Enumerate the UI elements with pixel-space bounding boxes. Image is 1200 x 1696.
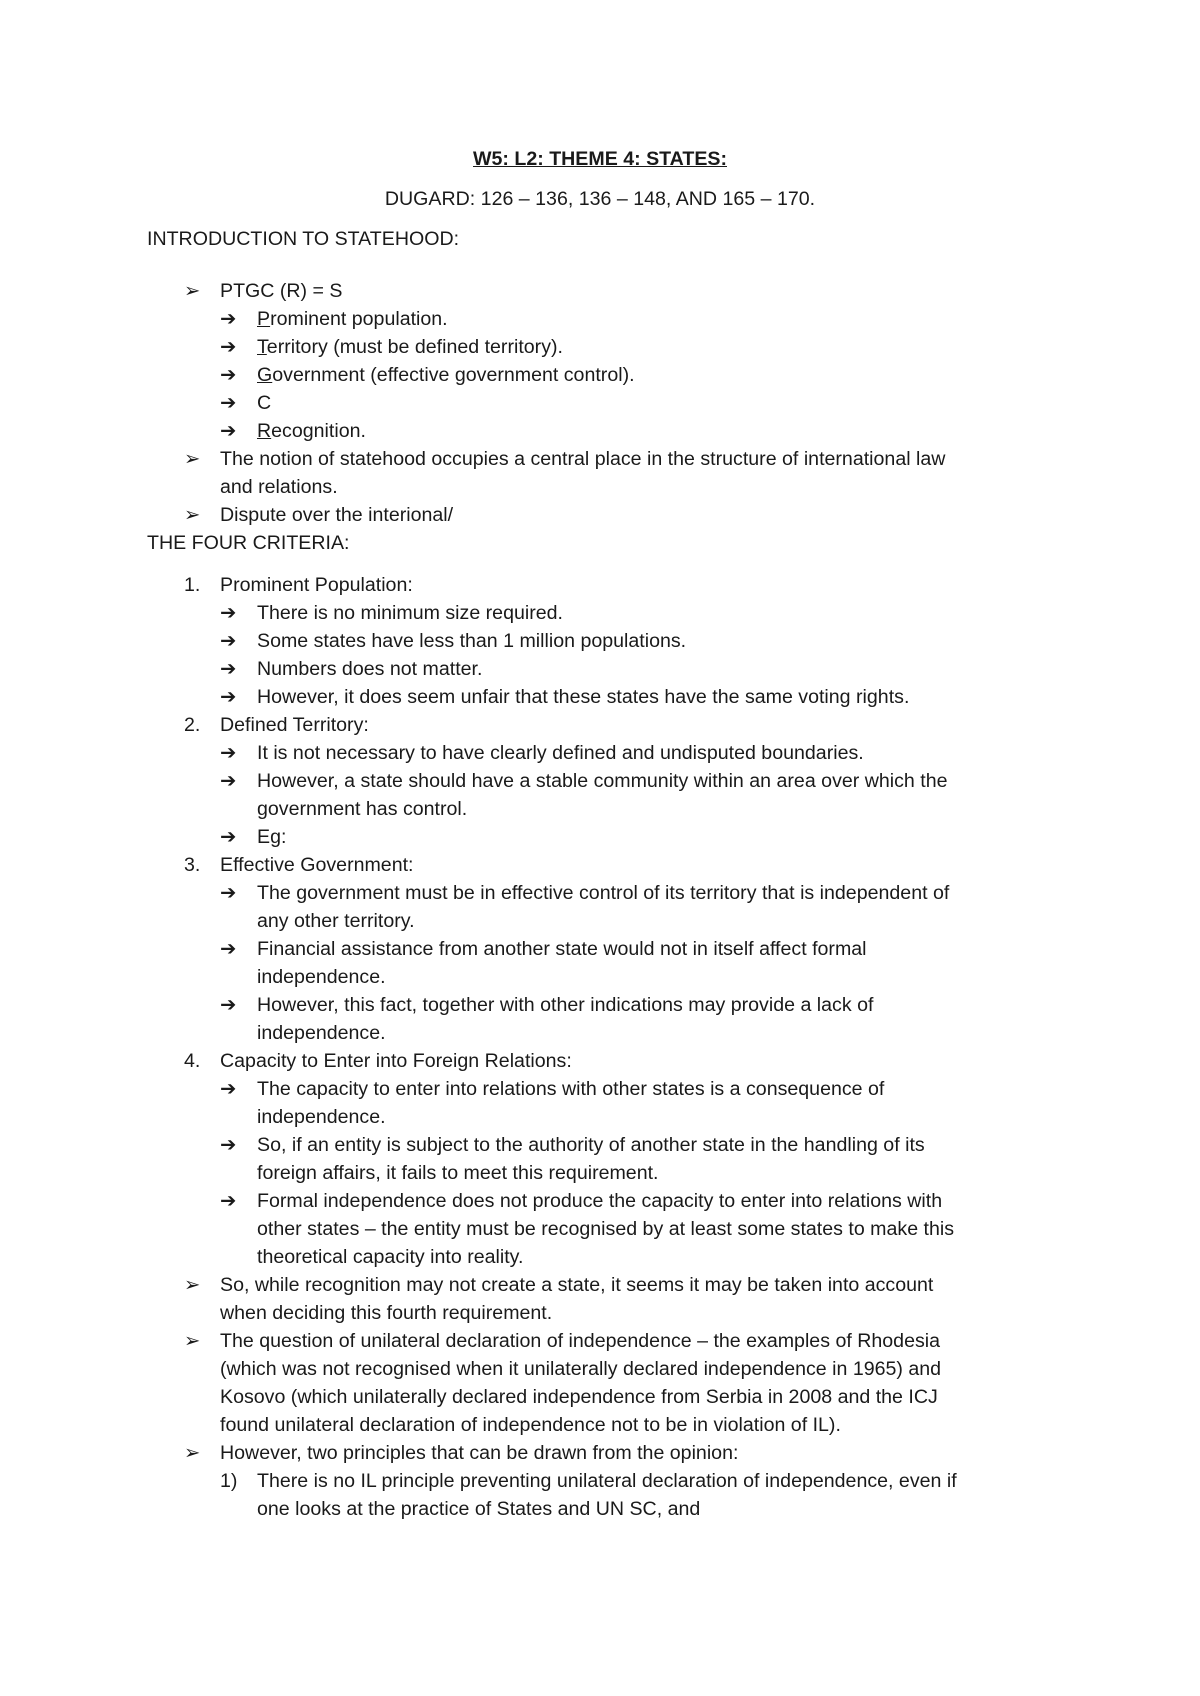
chevron-bullet-icon: ➢ (184, 1274, 201, 1296)
arrow-bullet-icon: ➔ (220, 1078, 237, 1100)
arrow-bullet-icon: ➔ (220, 938, 237, 960)
criterion-point-continued: any other territory. (257, 910, 415, 932)
criterion-point: Numbers does not matter. (257, 658, 483, 680)
criterion-title-population: Prominent Population: (220, 574, 413, 596)
criterion-point: Some states have less than 1 million populations. (257, 630, 687, 652)
arrow-bullet-icon: ➔ (220, 392, 237, 414)
page-title: W5: L2: THEME 4: STATES: (473, 148, 727, 170)
intro-notion-line-1: The notion of statehood occupies a central place in the structure of international law (220, 448, 946, 470)
criterion-title-government: Effective Government: (220, 854, 414, 876)
criterion-point: The government must be in effective control of its territory that is independent of (257, 882, 950, 904)
criterion-number: 4. (184, 1050, 201, 1072)
criterion-point: Financial assistance from another state would not in itself affect formal (257, 938, 867, 960)
criterion-point-continued: independence. (257, 1106, 386, 1128)
closing-unilateral-line-3: Kosovo (which unilaterally declared independence from Serbia in 2008 and the ICJ (220, 1386, 938, 1408)
acronym-item-government: Government (effective government control). (257, 364, 635, 386)
criterion-point: Formal independence does not produce the capacity to enter into relations with (257, 1190, 943, 1212)
acronym-item-capacity: C (257, 392, 272, 414)
closing-unilateral-line-4: found unilateral declaration of independence not to be in violation of IL). (220, 1414, 841, 1436)
chevron-bullet-icon: ➢ (184, 448, 201, 470)
arrow-bullet-icon: ➔ (220, 308, 237, 330)
criterion-number: 1. (184, 574, 201, 596)
arrow-bullet-icon: ➔ (220, 658, 237, 680)
criterion-point-continued: independence. (257, 1022, 386, 1044)
criterion-title-territory: Defined Territory: (220, 714, 369, 736)
acronym-item-territory: Territory (must be defined territory). (257, 336, 563, 358)
closing-unilateral-line-2: (which was not recognised when it unilaterally declared independence in 1965) and (220, 1358, 942, 1380)
criterion-point-continued: theoretical capacity into reality. (257, 1246, 524, 1268)
arrow-bullet-icon: ➔ (220, 630, 237, 652)
criterion-title-foreign-relations: Capacity to Enter into Foreign Relations: (220, 1050, 572, 1072)
arrow-bullet-icon: ➔ (220, 336, 237, 358)
criterion-point: However, it does seem unfair that these states have the same voting rights. (257, 686, 910, 708)
arrow-bullet-icon: ➔ (220, 602, 237, 624)
arrow-bullet-icon: ➔ (220, 994, 237, 1016)
criterion-point-continued: foreign affairs, it fails to meet this requirement. (257, 1162, 659, 1184)
principle-number: 1) (220, 1470, 238, 1492)
criterion-point-continued: independence. (257, 966, 386, 988)
criterion-point: However, this fact, together with other indications may provide a lack of (257, 994, 874, 1016)
arrow-bullet-icon: ➔ (220, 1134, 237, 1156)
criterion-point: However, a state should have a stable community within an area over which the (257, 770, 948, 792)
criterion-number: 3. (184, 854, 201, 876)
chevron-bullet-icon: ➢ (184, 504, 201, 526)
acronym-item-recognition: Recognition. (257, 420, 366, 442)
closing-recognition-line-1: So, while recognition may not create a state, it seems it may be taken into account (220, 1274, 934, 1296)
criterion-point-continued: other states – the entity must be recognised by at least some states to make this (257, 1218, 955, 1240)
arrow-bullet-icon: ➔ (220, 770, 237, 792)
chevron-bullet-icon: ➢ (184, 1330, 201, 1352)
closing-unilateral-line-1: The question of unilateral declaration of independence – the examples of Rhodesia (220, 1330, 941, 1352)
principle-line-2: one looks at the practice of States and UN SC, and (257, 1498, 701, 1520)
criterion-point: So, if an entity is subject to the authority of another state in the handling of its (257, 1134, 925, 1156)
acronym-item-population: Prominent population. (257, 308, 448, 330)
criterion-point-continued: government has control. (257, 798, 468, 820)
criterion-point: The capacity to enter into relations with other states is a consequence of (257, 1078, 885, 1100)
closing-principles-intro: However, two principles that can be drawn from the opinion: (220, 1442, 739, 1464)
chevron-bullet-icon: ➢ (184, 1442, 201, 1464)
intro-notion-line-2: and relations. (220, 476, 338, 498)
criterion-point: It is not necessary to have clearly defined and undisputed boundaries. (257, 742, 864, 764)
arrow-bullet-icon: ➔ (220, 420, 237, 442)
chevron-bullet-icon: ➢ (184, 280, 201, 302)
criterion-number: 2. (184, 714, 201, 736)
intro-ptgc: PTGC (R) = S (220, 280, 343, 302)
section-heading-intro: INTRODUCTION TO STATEHOOD: (147, 228, 460, 250)
closing-recognition-line-2: when deciding this fourth requirement. (220, 1302, 553, 1324)
page-subtitle: DUGARD: 126 – 136, 136 – 148, AND 165 – 170. (384, 188, 816, 210)
criterion-point: There is no minimum size required. (257, 602, 563, 624)
arrow-bullet-icon: ➔ (220, 1190, 237, 1212)
criterion-point: Eg: (257, 826, 287, 848)
principle-line-1: There is no IL principle preventing unilateral declaration of independence, even if (257, 1470, 957, 1492)
arrow-bullet-icon: ➔ (220, 826, 237, 848)
arrow-bullet-icon: ➔ (220, 686, 237, 708)
arrow-bullet-icon: ➔ (220, 742, 237, 764)
arrow-bullet-icon: ➔ (220, 882, 237, 904)
section-heading-criteria: THE FOUR CRITERIA: (147, 532, 350, 554)
arrow-bullet-icon: ➔ (220, 364, 237, 386)
intro-dispute: Dispute over the interional/ (220, 504, 454, 526)
